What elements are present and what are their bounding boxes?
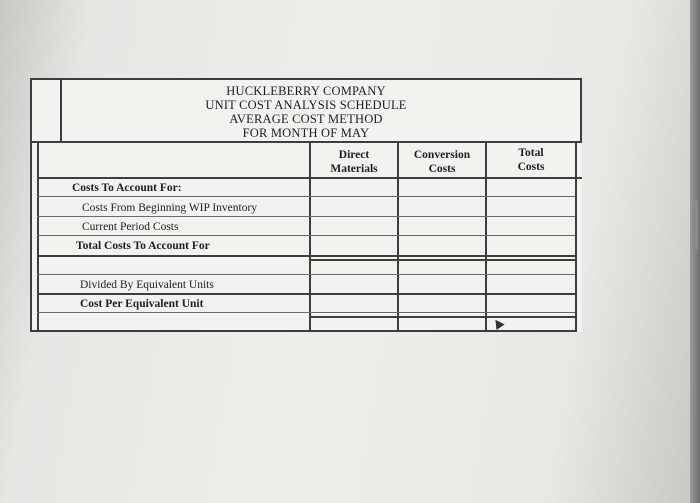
- row-line-4: [37, 255, 575, 257]
- cell-dm-current[interactable]: [311, 217, 397, 234]
- cell-cc-beginning-wip[interactable]: [399, 197, 485, 215]
- period-title: FOR MONTH OF MAY: [242, 126, 370, 140]
- cell-total-cost-per-eu[interactable]: [487, 294, 575, 311]
- cell-cc-cost-per-eu[interactable]: [399, 294, 485, 311]
- row-total-costs: Total Costs To Account For: [76, 240, 210, 252]
- cell-dm-heading[interactable]: [311, 178, 397, 195]
- row-cost-per-eu: Cost Per Equivalent Unit: [80, 298, 204, 310]
- cell-cc-eu[interactable]: [399, 275, 485, 292]
- cell-total-total[interactable]: [487, 236, 575, 254]
- method-title: AVERAGE COST METHOD: [229, 112, 383, 126]
- double-underline-2: [309, 316, 575, 318]
- col-direct-label-1: Direct: [338, 149, 370, 161]
- cell-total-beginning-wip[interactable]: [487, 197, 575, 215]
- monitor-bezel: [690, 0, 700, 503]
- frame-top: [30, 78, 582, 80]
- col-conversion-costs: [399, 148, 485, 176]
- col-conversion-label-1: Conversion: [413, 149, 471, 161]
- cell-dm-cost-per-eu[interactable]: [311, 294, 397, 311]
- col-total-label-2: Costs: [517, 161, 545, 173]
- monitor-tab: [692, 200, 698, 250]
- company-name: HUCKLEBERRY COMPANY: [226, 84, 386, 98]
- row-divided-by-eu: Divided By Equivalent Units: [80, 279, 214, 291]
- cell-cc-total[interactable]: [399, 236, 485, 254]
- row-current-period: Current Period Costs: [82, 221, 179, 233]
- cell-total-current[interactable]: [487, 217, 575, 234]
- row-line-7: [37, 312, 575, 313]
- cell-cc-current[interactable]: [399, 217, 485, 234]
- cell-dm-eu[interactable]: [311, 275, 397, 292]
- col-total-costs: [487, 146, 575, 174]
- col-divider-4: [575, 142, 577, 332]
- schedule-title: UNIT COST ANALYSIS SCHEDULE: [205, 98, 407, 112]
- row-costs-to-account-for: Costs To Account For:: [72, 182, 182, 194]
- cell-dm-beginning-wip[interactable]: [311, 197, 397, 215]
- unit-cost-schedule: [30, 78, 582, 332]
- col-total-label-1: Total: [518, 147, 544, 159]
- column-header-divider: [37, 177, 582, 179]
- header-divider: [30, 141, 582, 143]
- row-line-5: [37, 274, 575, 275]
- frame-bottom: [30, 330, 577, 332]
- col-direct-materials: [311, 148, 397, 176]
- cell-dm-total[interactable]: [311, 236, 397, 254]
- row-beginning-wip: Costs From Beginning WIP Inventory: [82, 202, 258, 214]
- left-margin-line: [37, 142, 39, 332]
- col-direct-label-2: Materials: [330, 163, 378, 175]
- double-underline: [309, 259, 575, 261]
- col-conversion-label-2: Costs: [428, 163, 456, 175]
